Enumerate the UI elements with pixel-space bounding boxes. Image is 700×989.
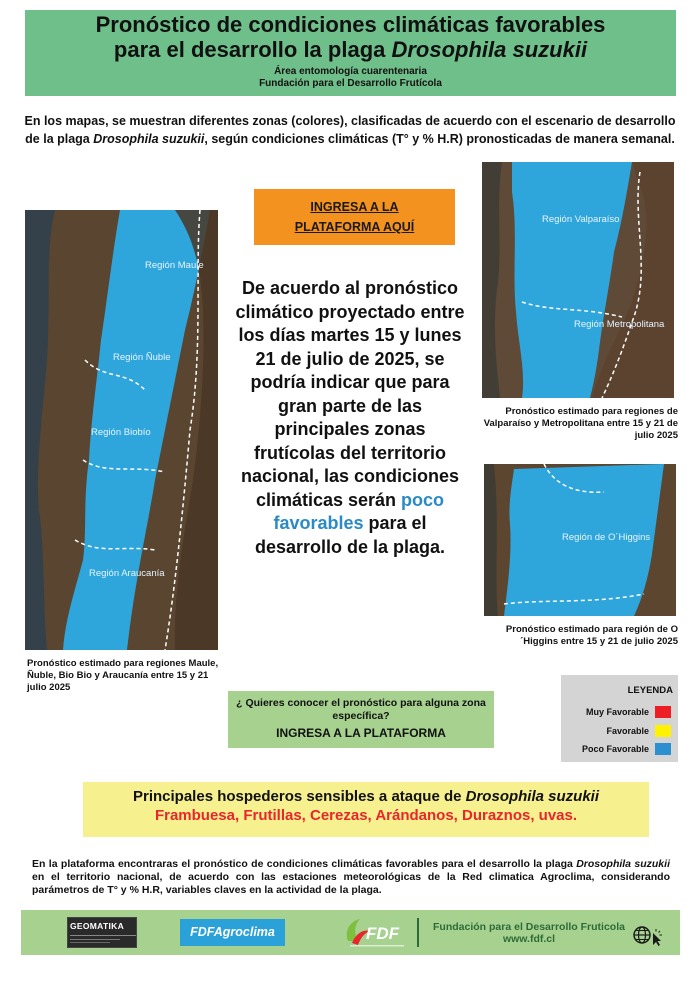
legend-label: Favorable [606, 726, 649, 736]
hosts-species: Drosophila suzukii [465, 788, 599, 805]
legend-swatch-yellow [655, 725, 671, 737]
map-label-ohiggins: Región de O´Higgins [562, 532, 651, 543]
intro-paragraph [20, 112, 680, 148]
zone-query-question: ¿ Quieres conocer el pronóstico para alguna zona específica? [236, 697, 486, 722]
header-subtitle-area: Área entomología cuarentenaria [274, 66, 427, 77]
fdf-agroclima-logo[interactable] [180, 919, 285, 946]
geomatika-logo-text: GEOMATIKA [70, 921, 125, 931]
zone-query-cta[interactable]: INGRESA A LA PLATAFORMA [276, 726, 446, 740]
map-south-regions [25, 210, 218, 650]
platform-button-line1: INGRESA A LA [310, 200, 399, 214]
map-label-maule: Región Maule [145, 260, 204, 271]
hosts-box [83, 782, 649, 837]
footer-divider [417, 918, 419, 947]
legend-title: LEYENDA [627, 685, 673, 696]
forecast-highlight: poco favorables [273, 489, 445, 533]
map-valparaiso-image [482, 162, 674, 398]
map-south-image [25, 210, 218, 650]
map-ohiggins-caption: Pronóstico estimado para región de O´Higgins entre 15 y 21 de julio 2025 [505, 624, 678, 647]
legend-label: Muy Favorable [585, 707, 649, 717]
footer-org [424, 921, 634, 945]
geomatika-logo-mark [70, 933, 136, 945]
footer [21, 910, 680, 955]
platform-link-button[interactable] [254, 189, 455, 245]
map-valparaiso-caption: Pronóstico estimado para regiones de Valparaíso y Metropolitana entre 15 y 21 de julio 2025 [483, 406, 678, 441]
legend [561, 675, 678, 762]
forecast-part2: para el desarrollo de la plaga. [254, 513, 446, 557]
map-ohiggins [484, 464, 676, 616]
intro-species: Drosophila suzukii [93, 132, 205, 146]
platform-desc-species: Drosophila suzukii [576, 858, 670, 870]
hosts-title-prefix: Principales hospederos sensibles a ataque de [133, 788, 466, 805]
legend-item-poco-favorable [561, 743, 671, 755]
map-valparaiso-metropolitana [482, 162, 674, 398]
fdf-logo[interactable] [342, 915, 408, 951]
hosts-title [83, 787, 649, 806]
fdf-agroclima-logo-text: FDFAgroclima [190, 925, 275, 939]
legend-swatch-blue [655, 743, 671, 755]
forecast-summary [233, 277, 467, 559]
page-title-line2 [25, 37, 676, 62]
legend-swatch-red [655, 706, 671, 718]
header-banner [25, 10, 676, 96]
forecast-part1: De acuerdo al pronóstico climático proyectado entre los días martes 15 y lunes 21 de julio de 2025, se podría indicar que para gran parte de las principales zonas frutícolas del territorio nacional, las condiciones climáticas serán [235, 278, 465, 510]
platform-button-line2: PLATAFORMA AQUÍ [294, 220, 415, 234]
intro-part2: , según condiciones climáticas (T° y % H.R) pronosticadas de manera semanal. [204, 132, 675, 146]
legend-item-favorable [561, 725, 671, 737]
map-ohiggins-image [484, 464, 676, 616]
platform-desc-part2: en el territorio nacional, de acuerdo con las estaciones meteorológicas de la Red climatica Agroclima, considerando parámetros de T° y % H.R, variables claves en la actividad de la plaga. [32, 871, 670, 896]
page-title-line1: Pronóstico de condiciones climáticas favorables [95, 12, 606, 37]
geomatika-logo[interactable] [67, 917, 137, 948]
map-south-caption: Pronóstico estimado para regiones Maule, Ñuble, Bio Bio y Araucanía entre 15 y 21 julio 2025 [27, 658, 219, 693]
map-label-metropolitana: Región Metropolitana [574, 319, 665, 330]
map-label-valparaiso: Región Valparaíso [542, 214, 620, 225]
footer-website-link[interactable]: www.fdf.cl [502, 933, 556, 945]
header-subtitle-org: Fundación para el Desarrollo Frutícola [259, 78, 442, 89]
title-line2-prefix: para el desarrollo la plaga [113, 37, 392, 62]
platform-description [32, 858, 670, 897]
platform-desc-part1: En la plataforma encontraras el pronóstico de condiciones climáticas favorables para el desarrollo la plaga [32, 858, 577, 870]
title-species: Drosophila suzukii [391, 37, 588, 62]
zone-query-box[interactable] [228, 691, 494, 748]
map-label-nuble: Región Ñuble [113, 352, 171, 363]
legend-label: Poco Favorable [581, 744, 649, 754]
hosts-list: Frambuesa, Frutillas, Cerezas, Arándanos, Duraznos, uvas. [154, 807, 578, 824]
globe-cursor-icon[interactable] [632, 924, 664, 946]
footer-org-name: Fundación para el Desarrollo Fruticola [433, 921, 625, 933]
fdf-logo-text: FDF [366, 924, 400, 943]
map-label-biobio: Región Biobío [91, 427, 151, 438]
legend-item-muy-favorable [561, 706, 671, 718]
intro-part1: En los mapas, se muestran diferentes zonas (colores), clasificadas de acuerdo con el escenario de desarrollo de la plaga [24, 114, 676, 146]
map-label-araucania: Región Araucanía [89, 568, 165, 579]
